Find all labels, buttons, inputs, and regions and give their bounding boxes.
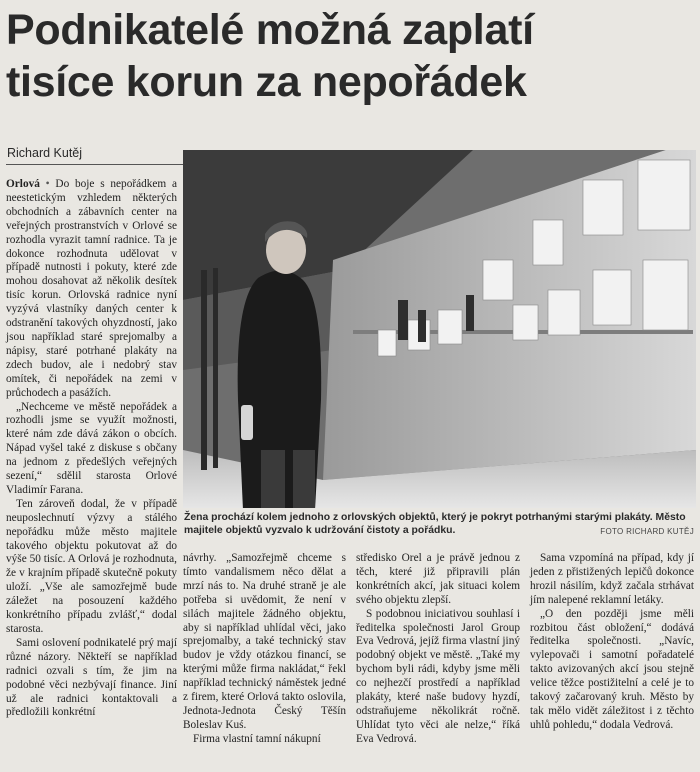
paragraph: návrhy. „Samozřejmě chceme s tímto vandalismem něco dělat a mrzí nás to. Na druhé straně je ale potřeba si uvědomit, že není v silách majitele žádného objektu, aby si například uhlídal věci, jako sprejomalby, a také technický stav budov je vždy otázkou financí, se kterými může firma nakládat,“ řekl například technický náměstek jedné z firem, které Orlová takto oslovila, Jednota-Jednota Český Těšín Boleslav Kuś.: [183, 552, 346, 731]
headline-line-1: Podnikatelé možná zaplatí: [6, 6, 534, 54]
paragraph: Sama vzpomíná na případ, kdy jí jeden z přistižených lepičů dokonce hrozil násilím, když začala strhávat jím nalepené reklamní letáky.: [530, 552, 694, 606]
bullet-icon: •: [45, 178, 50, 190]
headline: [6, 4, 696, 108]
article-photo: [183, 150, 696, 508]
paragraph: [6, 178, 177, 401]
article-column-4: [530, 552, 694, 733]
paragraph: S podobnou iniciativou souhlasí i ředitelka společnosti Jarol Group Eva Vedrová, jejíž firma vlastní jiný podobný objekt ve městě. „Také my bychom byli rádi, kdyby jsme měli co nejhezčí prostředí a například plakáty, které naše budovy hyzdí, odstraňujeme několikrát ročně. Uhlídat tyto věci ale nelze,“ říká Eva Vedrová.: [356, 607, 520, 745]
article-column-1: [6, 178, 177, 720]
photo-caption: Žena prochází kolem jednoho z orlovských objektů, který je pokryt potrhanými starými plakáty. Město majitele objektů vyzvalo k udržování čistoty a pořádku.: [184, 512, 686, 536]
photo-image: [183, 150, 696, 508]
byline: Richard Kutěj: [7, 146, 83, 160]
paragraph-text: Do boje s nepořádkem a neestetickým vzhledem některých obchodních a zábavních center na veřejných prostranstvích v Orlové se rozhodla vyrazit tamní radnice. Ta je dokonce rozhodnuta udělovat v případě nutnosti i pokuty, které zde mohou dosahovat až několik desítek tisíc korun. Orlovská radnice nyní vyzývá vlastníky daných center k odstranění takových ohyzdností, jako jsou například staré sprejomalby a nápisy, staré potrhané plakáty na zdech budov, ale i nedobrý stav omítek, či nepořádek na zemi v průchodech a pasážích.: [6, 178, 178, 399]
dateline: Orlová: [6, 178, 40, 190]
paragraph: „Nechceme ve městě nepořádek a rozhodli jsme se využít možnosti, které nám zde dává zákon o obcích. Nápad vyšel také z diskuse s občany na jednom z předešlých veřejných sezení,“ sdělil starosta Orlové Vladimír Farana.: [6, 400, 177, 496]
headline-line-2: tisíce korun za nepořádek: [6, 58, 527, 106]
paragraph: Sami oslovení podnikatelé prý mají různé názory. Někteří se například radnici ozvali s tím, že jim na podobné věci nezbývají finance. Jiní už ale radnici kontaktovali a předložili konkrétní: [6, 636, 177, 719]
paragraph: „O den později jsme měli rozbitou část obložení,“ dodává ředitelka společnosti. „Navíc, vylepovači i samotní pořadatelé takto avizovaných akcí jsou stejně velice těžce postižitelní a celé je to takový začarovaný kruh. Město by tak mělo vidět záležitost i z těchto uhlů pohledu,“ dodala Vedrová.: [530, 607, 694, 731]
paragraph: Firma vlastní tamní nákupní: [193, 732, 321, 745]
byline-rule: [6, 164, 183, 165]
photo-credit: FOTO RICHARD KUTĚJ: [600, 527, 694, 536]
article-column-3: [356, 552, 520, 747]
paragraph: Ten zároveň dodal, že v případě neuposlechnutí výzvy a stálého nepořádku může město majitele takového objektu pokutovat až do výše 50 tisíc. A Orlová je rozhodnuta, že v krajním případě skutečně pokuty uloží. „Vše ale samozřejmě bude záležet na posouzení každého konkrétního případu zvlášť,“ dodal starosta.: [6, 497, 177, 635]
article-column-2: [183, 552, 346, 747]
paragraph: středisko Orel a je právě jednou z těch, které již připravili plán konkrétních akcí, jak situaci kolem svého objektu zlepší.: [356, 552, 520, 606]
